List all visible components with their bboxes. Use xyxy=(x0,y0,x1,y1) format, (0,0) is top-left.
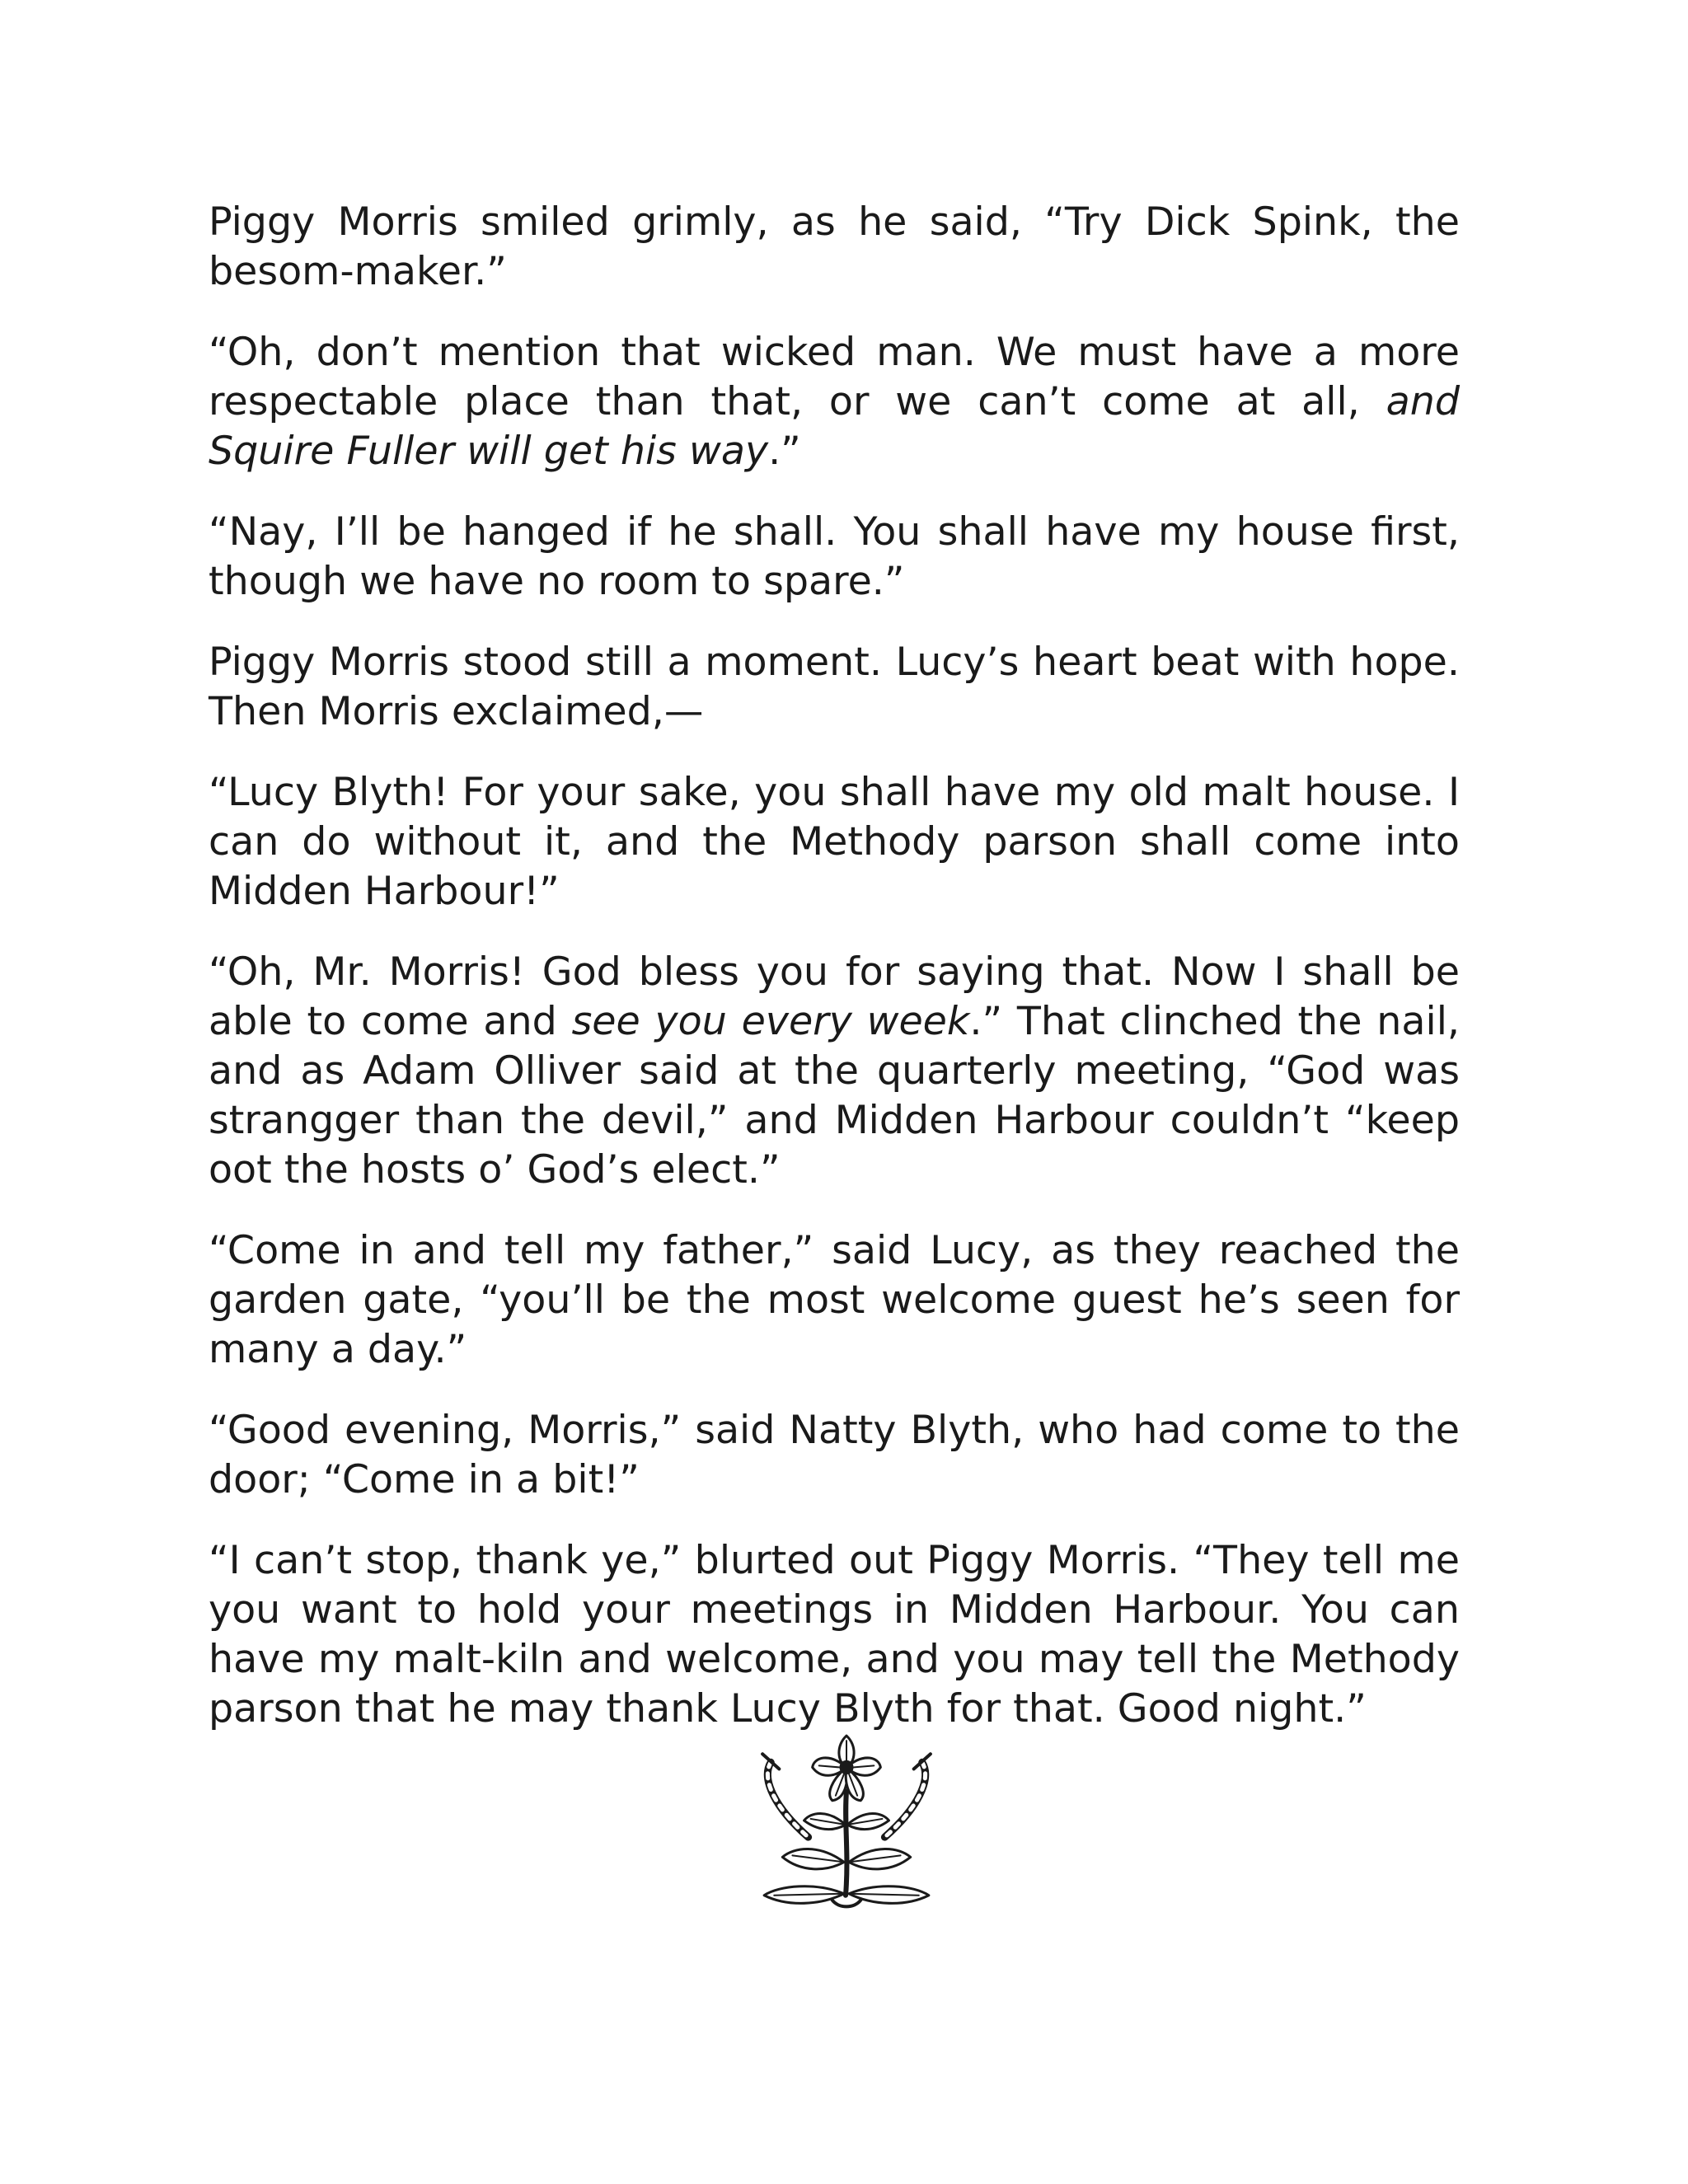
text-run: .” That clinched the nail, and as Adam Olliver said at the quarterly meeting, “God was strangger than the devil,” and Midden Harbour couldn’t “keep oot the hosts o’ God’s elect.” xyxy=(209,999,1460,1193)
text-run: .” xyxy=(768,429,801,474)
paragraph xyxy=(209,948,1460,1195)
paragraph xyxy=(209,508,1460,607)
paragraph xyxy=(209,198,1460,297)
text-run: “Good evening, Morris,” said Natty Blyth, who had come to the door; “Come in a bit!” xyxy=(209,1408,1460,1502)
italic-text-run: see you every week xyxy=(571,999,970,1044)
paragraph xyxy=(209,768,1460,916)
paragraph xyxy=(209,1536,1460,1734)
text-run: “Oh, don’t mention that wicked man. We must have a more respectable place than that, or we can’t come at all, xyxy=(209,330,1460,424)
text-run: “Oh, Mr. Morris! God bless you for saying that. Now I shall be able to come and xyxy=(209,949,1460,1044)
text-run: “Come in and tell my father,” said Lucy, as they reached the garden gate, “you’ll be the most welcome guest he’s seen for many a day.” xyxy=(209,1228,1460,1372)
paragraph xyxy=(209,1406,1460,1505)
text-run: “Lucy Blyth! For your sake, you shall have my old malt house. I can do without it, and the Methody parson shall come into Midden Harbour!” xyxy=(209,770,1460,914)
text-run: Piggy Morris smiled grimly, as he said, “Try Dick Spink, the besom-maker.” xyxy=(209,199,1460,294)
text-run: Piggy Morris stood still a moment. Lucy’s heart beat with hope. Then Morris exclaimed,— xyxy=(209,640,1460,734)
text-run: “Nay, I’ll be hanged if he shall. You shall have my house first, though we have no room to spare.” xyxy=(209,509,1460,604)
paragraph xyxy=(209,638,1460,737)
italic-text-run: and Squire Fuller will get his way xyxy=(209,379,1460,474)
paragraph xyxy=(209,1226,1460,1375)
text-run: “I can’t stop, thank ye,” blurted out Piggy Morris. “They tell me you want to hold your meetings in Midden Harbour. You can have my malt-kiln and welcome, and you may tell the Methody parson that he may thank Lucy Blyth for that. Good night.” xyxy=(209,1538,1460,1732)
flower-ornament-icon xyxy=(745,1729,946,1920)
paragraph xyxy=(209,328,1460,476)
page-text xyxy=(209,198,1460,1765)
